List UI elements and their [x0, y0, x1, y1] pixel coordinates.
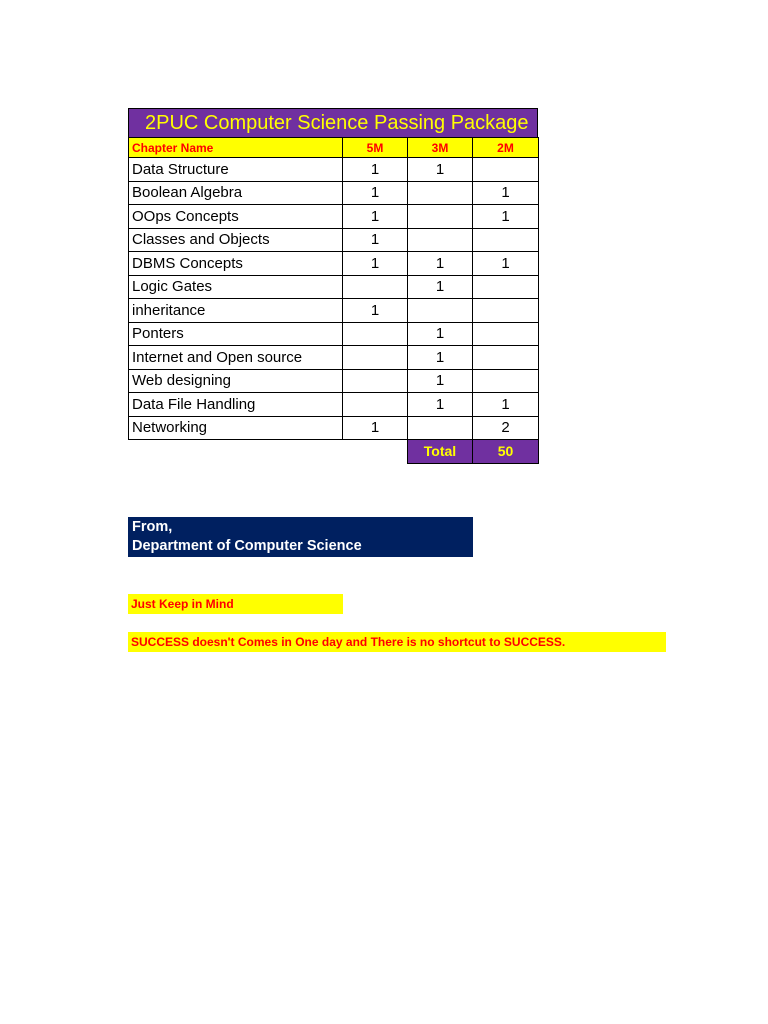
marks-3m-cell: 1 — [408, 252, 473, 276]
table-row — [129, 252, 539, 276]
marks-5m-cell — [343, 369, 408, 393]
table-row — [129, 158, 539, 182]
marks-5m-cell: 1 — [343, 299, 408, 323]
from-label: From, — [132, 519, 173, 535]
marks-3m-cell: 1 — [408, 158, 473, 182]
chapter-name-cell: Boolean Algebra — [129, 181, 343, 205]
table-row — [129, 346, 539, 370]
marks-2m-cell — [473, 228, 539, 252]
table-row — [129, 416, 539, 440]
marks-table-block — [128, 108, 538, 464]
chapter-name-cell: Networking — [129, 416, 343, 440]
marks-2m-cell — [473, 346, 539, 370]
marks-3m-cell — [408, 416, 473, 440]
blank-cell — [343, 440, 408, 464]
total-value: 50 — [473, 440, 539, 464]
marks-3m-cell: 1 — [408, 393, 473, 417]
table-row — [129, 369, 539, 393]
marks-5m-cell — [343, 346, 408, 370]
chapter-name-cell: Data File Handling — [129, 393, 343, 417]
total-label: Total — [408, 440, 473, 464]
marks-5m-cell — [343, 322, 408, 346]
header-chapter-name: Chapter Name — [129, 138, 343, 158]
chapter-name-cell: Data Structure — [129, 158, 343, 182]
table-title: 2PUC Computer Science Passing Package — [128, 108, 538, 137]
chapter-name-cell: Ponters — [129, 322, 343, 346]
table-row — [129, 275, 539, 299]
marks-2m-cell: 1 — [473, 181, 539, 205]
keep-in-mind-note: Just Keep in Mind — [128, 594, 343, 614]
total-row — [129, 440, 539, 464]
marks-2m-cell — [473, 158, 539, 182]
header-5m: 5M — [343, 138, 408, 158]
marks-3m-cell — [408, 205, 473, 229]
success-quote: SUCCESS doesn't Comes in One day and There is no shortcut to SUCCESS. — [128, 632, 666, 652]
chapter-name-cell: Classes and Objects — [129, 228, 343, 252]
table-row — [129, 299, 539, 323]
marks-2m-cell — [473, 299, 539, 323]
marks-5m-cell: 1 — [343, 228, 408, 252]
table-header-row — [129, 138, 539, 158]
marks-2m-cell: 2 — [473, 416, 539, 440]
marks-5m-cell — [343, 393, 408, 417]
chapter-name-cell: OOps Concepts — [129, 205, 343, 229]
marks-5m-cell: 1 — [343, 205, 408, 229]
marks-3m-cell: 1 — [408, 369, 473, 393]
blank-cell — [129, 440, 343, 464]
header-2m: 2M — [473, 138, 539, 158]
table-row — [129, 393, 539, 417]
marks-2m-cell — [473, 369, 539, 393]
chapter-name-cell: Internet and Open source — [129, 346, 343, 370]
marks-3m-cell — [408, 299, 473, 323]
chapter-name-cell: Web designing — [129, 369, 343, 393]
chapter-name-cell: inheritance — [129, 299, 343, 323]
table-row — [129, 228, 539, 252]
chapter-name-cell: Logic Gates — [129, 275, 343, 299]
from-banner — [128, 517, 473, 557]
table-row — [129, 181, 539, 205]
marks-3m-cell: 1 — [408, 322, 473, 346]
marks-3m-cell: 1 — [408, 275, 473, 299]
marks-5m-cell: 1 — [343, 252, 408, 276]
marks-5m-cell: 1 — [343, 181, 408, 205]
marks-3m-cell — [408, 228, 473, 252]
header-3m: 3M — [408, 138, 473, 158]
table-row — [129, 322, 539, 346]
chapter-name-cell: DBMS Concepts — [129, 252, 343, 276]
marks-3m-cell — [408, 181, 473, 205]
marks-5m-cell — [343, 275, 408, 299]
marks-2m-cell — [473, 275, 539, 299]
table-row — [129, 205, 539, 229]
chapter-marks-table — [128, 137, 539, 464]
marks-2m-cell: 1 — [473, 252, 539, 276]
marks-2m-cell: 1 — [473, 393, 539, 417]
marks-2m-cell: 1 — [473, 205, 539, 229]
department-name: Department of Computer Science — [132, 538, 362, 554]
marks-2m-cell — [473, 322, 539, 346]
marks-5m-cell: 1 — [343, 416, 408, 440]
marks-3m-cell: 1 — [408, 346, 473, 370]
marks-5m-cell: 1 — [343, 158, 408, 182]
